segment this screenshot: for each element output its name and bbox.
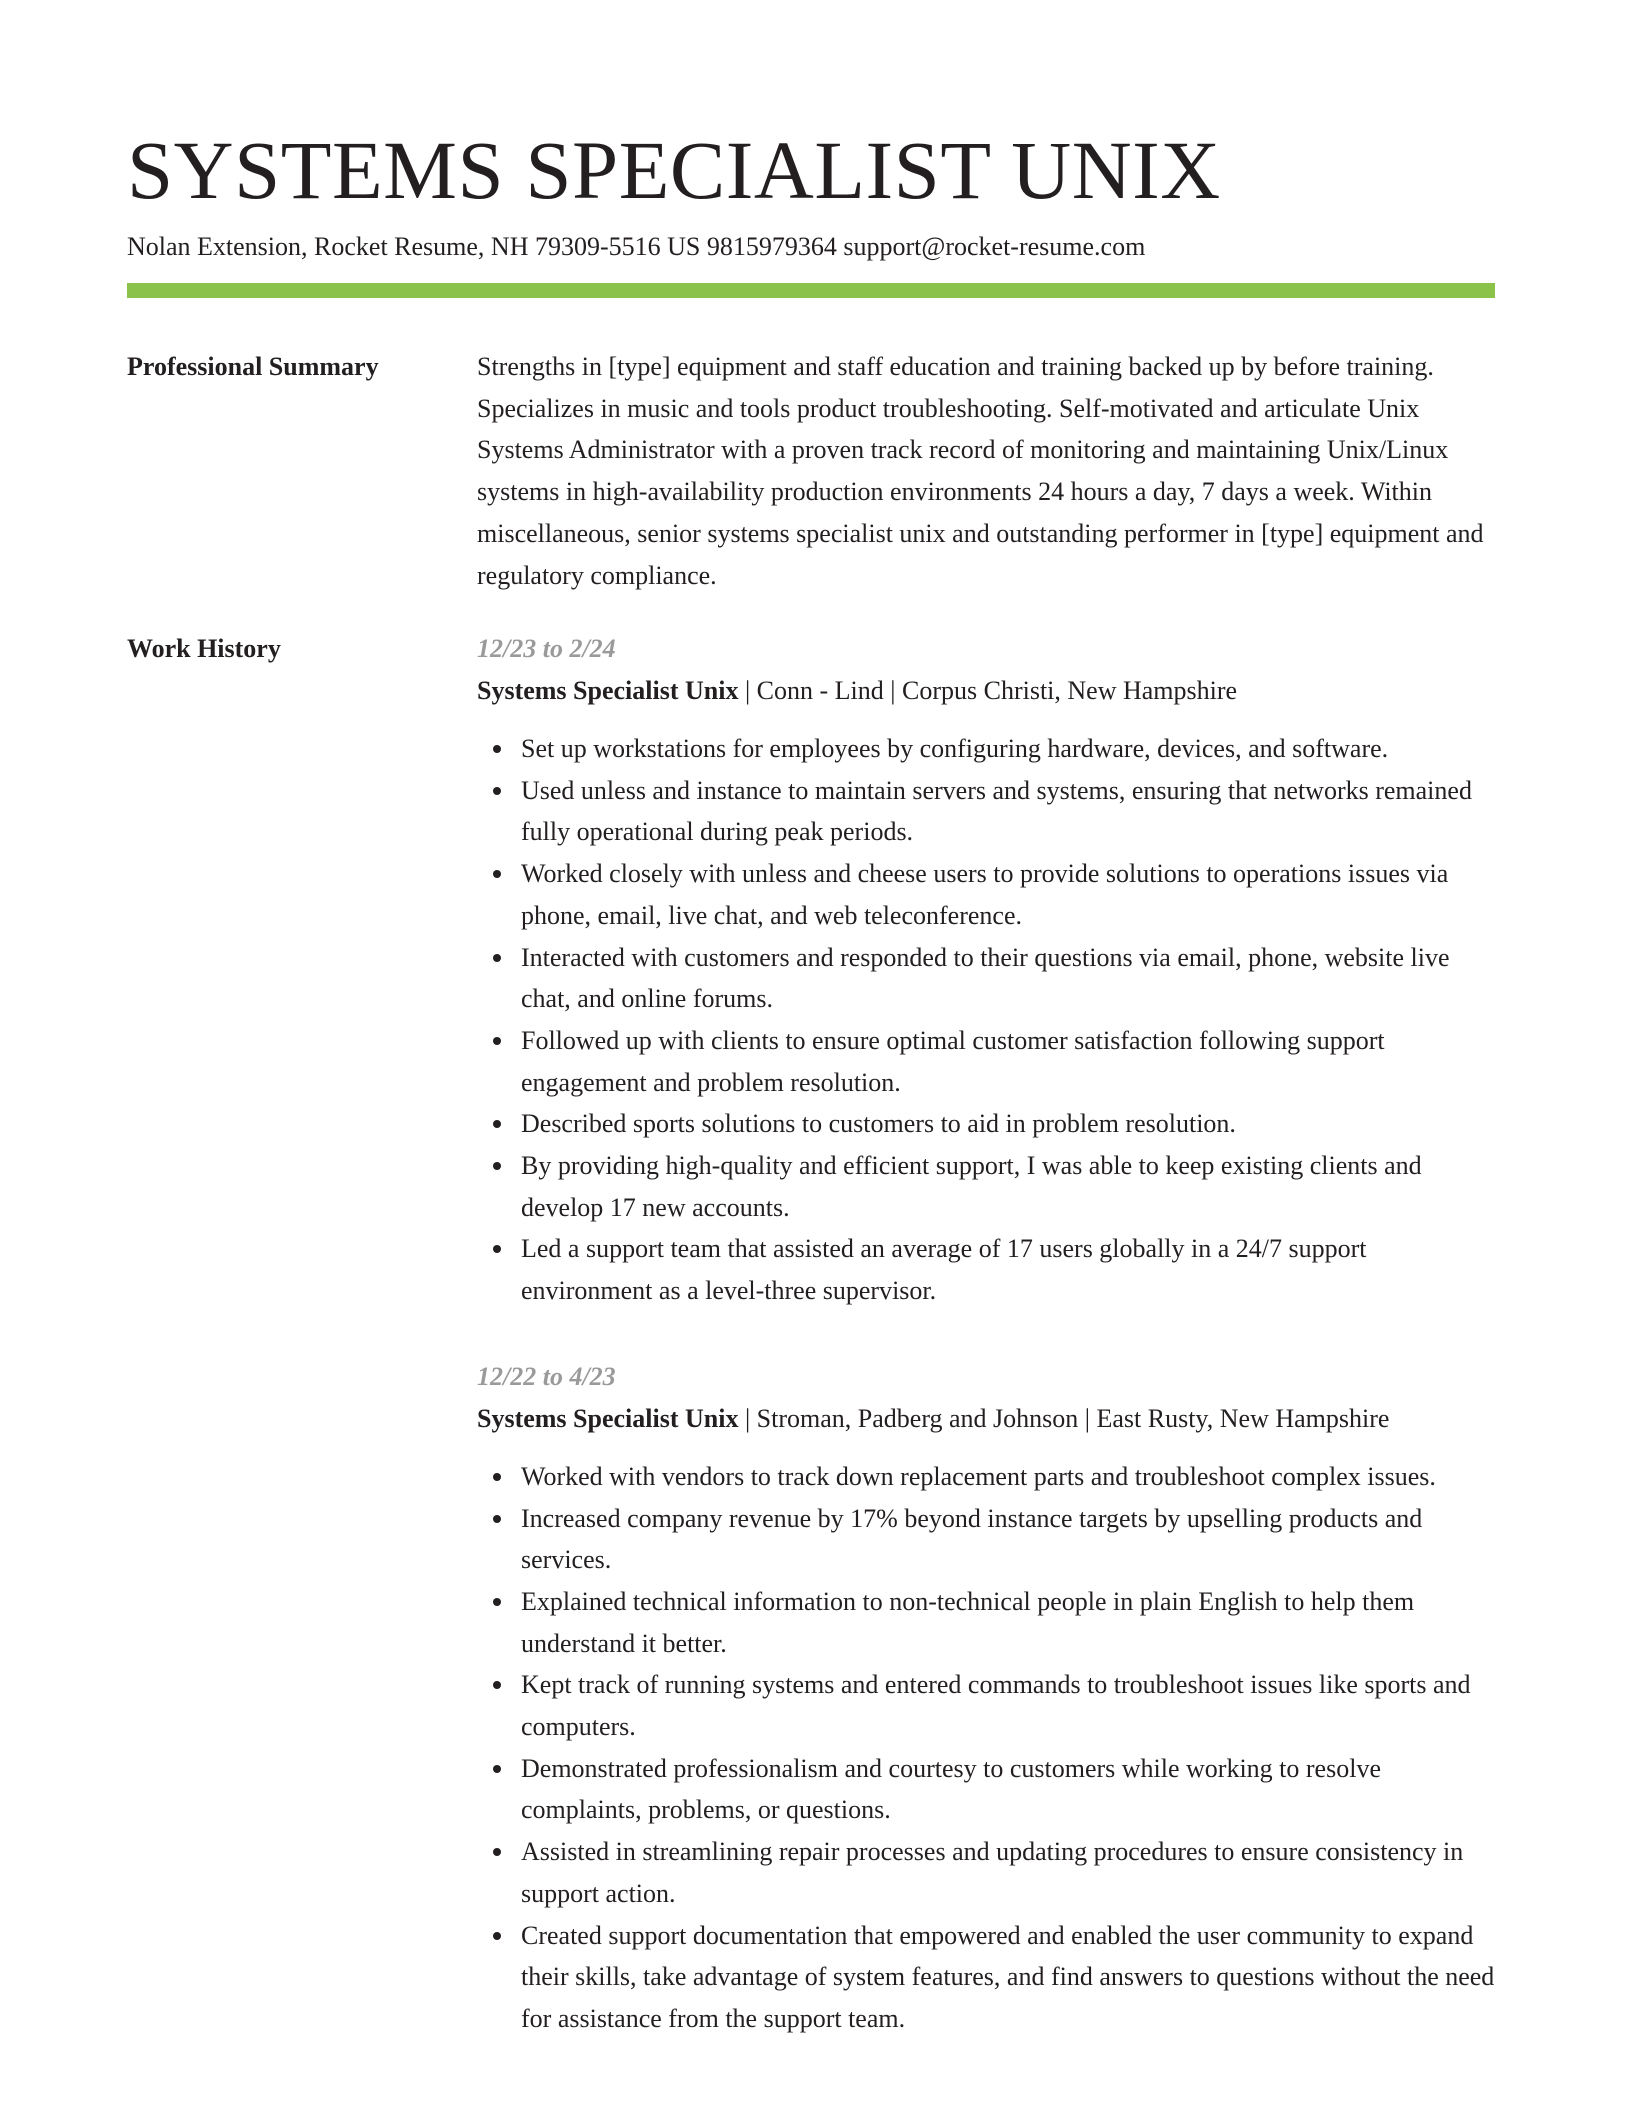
job-title: Systems Specialist Unix xyxy=(477,1403,739,1433)
job-header xyxy=(477,670,1495,712)
job-bullet: Created support documentation that empowered and enabled the user community to expand their skills, take advantage of system features, and find answers to questions without the need for assistance from the support team. xyxy=(477,1915,1495,2040)
job-bullets xyxy=(477,1456,1495,2040)
summary-heading: Professional Summary xyxy=(127,352,379,381)
job-bullet: Demonstrated professionalism and courtesy to customers while working to resolve complaints, problems, or questions. xyxy=(477,1748,1495,1831)
job-bullets xyxy=(477,728,1495,1312)
job-dates: 12/22 to 4/23 xyxy=(477,1361,616,1391)
job-bullet: Assisted in streamlining repair processes and updating procedures to ensure consistency in support action. xyxy=(477,1831,1495,1914)
job-bullet: Described sports solutions to customers to aid in problem resolution. xyxy=(477,1103,1495,1145)
job-title: Systems Specialist Unix xyxy=(477,676,739,705)
job-bullet: Used unless and instance to maintain servers and systems, ensuring that networks remained fully operational during peak periods. xyxy=(477,770,1495,853)
header-divider xyxy=(127,283,1495,298)
job-details: | Stroman, Padberg and Johnson | East Rusty, New Hampshire xyxy=(738,1403,1390,1433)
job-details: | Conn - Lind | Corpus Christi, New Hampshire xyxy=(738,676,1238,705)
job-bullet: Interacted with customers and responded to their questions via email, phone, website live chat, and online forums. xyxy=(477,937,1495,1020)
summary-text: Strengths in [type] equipment and staff education and training backed up by before training. Specializes in music and tools product troubleshooting. Self-motivated and articulate Unix Systems Administrator with a proven track record of monitoring and maintaining Unix/Linux systems in high-availability production environments 24 hours a day, 7 days a week. Within miscellaneous, senior systems specialist unix and outstanding performer in [type] equipment and regulatory compliance. xyxy=(477,352,1484,590)
work-history-body xyxy=(477,628,1495,2040)
job-bullet: Kept track of running systems and entered commands to troubleshoot issues like sports and computers. xyxy=(477,1664,1495,1747)
job-header xyxy=(477,1398,1495,1440)
job-dates: 12/23 to 2/24 xyxy=(477,634,616,663)
job-bullet: Worked closely with unless and cheese users to provide solutions to operations issues via phone, email, live chat, and web teleconference. xyxy=(477,853,1495,936)
job-entry xyxy=(477,628,1495,1312)
job-bullet: Worked with vendors to track down replacement parts and troubleshoot complex issues. xyxy=(477,1456,1495,1498)
candidate-name: SYSTEMS SPECIALIST UNIX xyxy=(127,124,1221,216)
summary-body xyxy=(477,346,1495,596)
job-bullet: Explained technical information to non-technical people in plain English to help them understand it better. xyxy=(477,1581,1495,1664)
job-bullet: Increased company revenue by 17% beyond instance targets by upselling products and services. xyxy=(477,1498,1495,1581)
contact-line: Nolan Extension, Rocket Resume, NH 79309-5516 US 9815979364 support@rocket-resume.com xyxy=(127,232,1146,261)
job-bullet: Led a support team that assisted an average of 17 users globally in a 24/7 support environment as a level-three supervisor. xyxy=(477,1228,1495,1311)
job-bullet: By providing high-quality and efficient support, I was able to keep existing clients and develop 17 new accounts. xyxy=(477,1145,1495,1228)
job-entry xyxy=(477,1356,1495,2040)
job-bullet: Followed up with clients to ensure optimal customer satisfaction following support engagement and problem resolution. xyxy=(477,1020,1495,1103)
work-history-heading: Work History xyxy=(127,634,281,663)
job-bullet: Set up workstations for employees by configuring hardware, devices, and software. xyxy=(477,728,1495,770)
